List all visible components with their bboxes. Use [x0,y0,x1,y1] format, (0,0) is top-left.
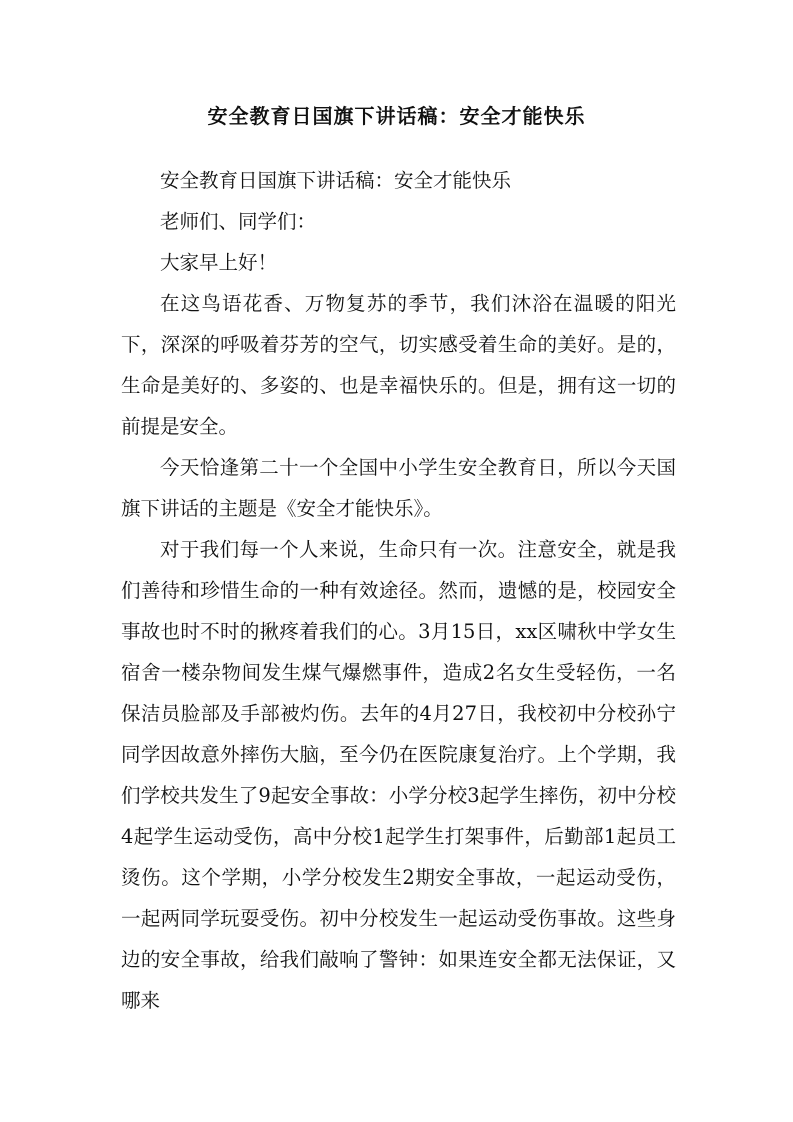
document-body [121,160,676,1021]
paragraph-greeting: 大家早上好！ [160,251,278,274]
paragraph-accidents: 对于我们每一个人来说，生命只有一次。注意安全，就是我们善待和珍惜生命的一种有效途径。然而，遗憾的是，校园安全事故也时不时的揪疼着我们的心。3月15日，xx区啸秋中学女生宿舍一楼杂物间发生煤气爆燃事件，造成2名女生受轻伤，一名保洁员脸部及手部被灼伤。去年的4月27日，我校初中分校孙宁同学因故意外摔伤大脑，至今仍在医院康复治疗。上个学期，我们学校共发生了9起安全事故：小学分校3起学生摔伤，初中分校4起学生运动受伤，高中分校1起学生打架事件，后勤部1起员工烫伤。这个学期，小学分校发生2期安全事故，一起运动受伤，一起两同学玩耍受伤。初中分校发生一起运动受伤事故。这些身边的安全事故，给我们敲响了警钟：如果连安全都无法保证，又哪来 [121,538,676,1012]
paragraph-theme: 今天恰逢第二十一个全国中小学生安全教育日，所以今天国旗下讲话的主题是《安全才能快乐》。 [121,456,676,520]
paragraph-salutation: 老师们、同学们： [160,210,317,233]
faint-watermark-band [121,1036,361,1058]
document-title: 安全教育日国旗下讲话稿：安全才能快乐 [207,104,586,128]
paragraph-heading-repeat: 安全教育日国旗下讲话稿：安全才能快乐 [160,169,512,192]
paragraph-spring: 在这鸟语花香、万物复苏的季节，我们沐浴在温暖的阳光下，深深的呼吸着芬芳的空气，切实感受着生命的美好。是的，生命是美好的、多姿的、也是幸福快乐的。但是，拥有这一切的前提是安全。 [121,292,676,438]
